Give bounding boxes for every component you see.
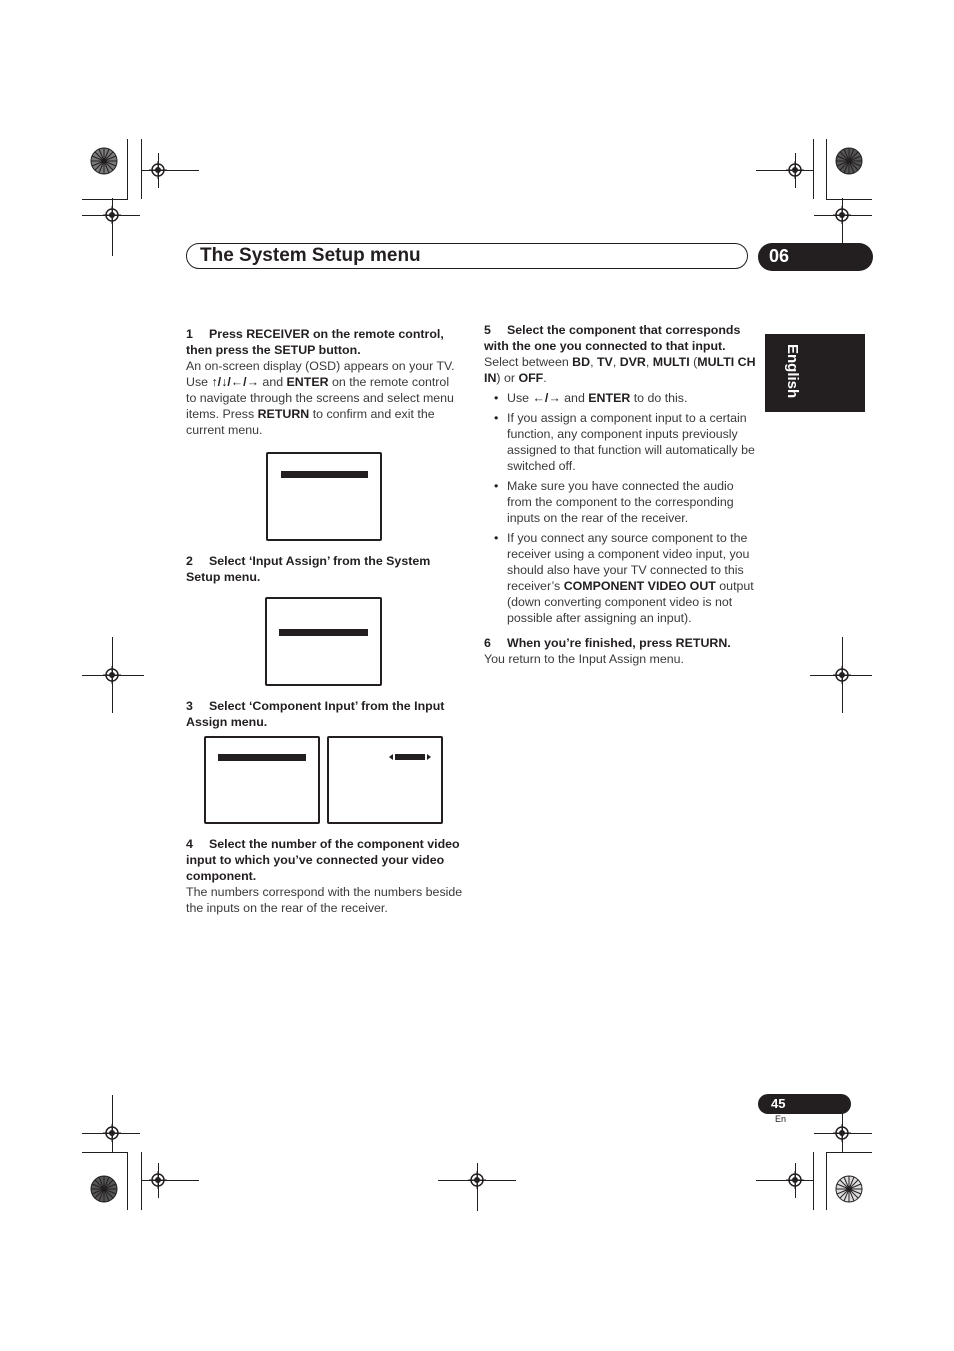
registration-target-icon (786, 1171, 804, 1189)
return-key-label: RETURN (257, 407, 310, 421)
step-2-heading (186, 553, 461, 585)
osd-highlight-bar (279, 629, 368, 636)
list-item: • If you assign a component input to a certain function, any component inputs previously assigned to that function will automatically be switched off. (484, 410, 756, 474)
step-heading-text: Select ‘Component Input’ from the Input Assign menu. (186, 699, 445, 729)
step-4-heading (186, 836, 466, 884)
left-column (186, 326, 461, 438)
page-language-code: En (775, 1114, 787, 1124)
registration-target-icon (103, 1124, 121, 1142)
registration-target-icon (103, 206, 121, 224)
step-1-heading (186, 326, 461, 358)
starburst-icon (835, 1175, 863, 1203)
registration-target-icon (103, 666, 121, 684)
list-item: • If you connect any source component to the receiver using a component video input, you should also have your TV connected to this receiver’s COMPONENT VIDEO OUT output (down converting component video is not possible after assigning an input). (484, 530, 756, 626)
step-number: 1 (186, 327, 193, 341)
registration-target-icon (468, 1171, 486, 1189)
step-heading-text: When you’re finished, press RETURN. (507, 636, 731, 650)
osd-selector-arrows-icon (389, 752, 433, 762)
step-6-body: You return to the Input Assign menu. (484, 652, 684, 666)
list-item: • Use ←/→ and ENTER to do this. (484, 390, 756, 406)
language-tab-label: English (784, 344, 801, 399)
registration-target-icon (149, 161, 167, 179)
step-4 (186, 836, 466, 916)
osd-screen-system-setup (266, 452, 382, 541)
step-heading-text: Select the component that corresponds with the one you connected to that input. (484, 323, 741, 353)
step-heading-text: Select ‘Input Assign’ from the System Setup menu. (186, 554, 431, 584)
step-heading-text: Press RECEIVER on the remote control, then press the SETUP button. (186, 327, 444, 357)
osd-screen-component-input (204, 736, 320, 824)
arrow-keys-label: ↑/↓/←/→ (211, 375, 259, 389)
osd-screen-input-assign (265, 597, 382, 686)
osd-highlight-bar (218, 754, 306, 761)
step-number: 3 (186, 699, 193, 713)
step-number: 6 (484, 636, 491, 650)
step-number: 4 (186, 837, 193, 851)
step-4-body: The numbers correspond with the numbers beside the inputs on the rear of the receiver. (186, 885, 463, 915)
step-1-body: An on-screen display (OSD) appears on your TV. Use ↑/↓/←/→ and ENTER on the remote control to navigate through the screens and select menu items. Press RETURN to confirm and exit the current menu. (186, 359, 455, 437)
list-item: • Make sure you have connected the audio from the component to the corresponding inputs on the rear of the receiver. (484, 478, 756, 526)
step-heading-text: Select the number of the component video input to which you’ve connected your video component. (186, 837, 460, 883)
registration-target-icon (149, 1171, 167, 1189)
step-2 (186, 553, 461, 585)
step-3 (186, 698, 461, 730)
step-3-heading (186, 698, 461, 730)
enter-key-label: ENTER (286, 375, 329, 389)
page-title: The System Setup menu (200, 245, 421, 266)
step-number: 5 (484, 323, 491, 337)
arrow-keys-label: ←/→ (532, 391, 561, 405)
starburst-icon (90, 1175, 118, 1203)
step-5-options: Select between BD, TV, DVR, MULTI (MULTI CH IN) or OFF. (484, 355, 756, 385)
right-column (484, 322, 756, 667)
step-5-bullets (484, 390, 756, 626)
step-number: 2 (186, 554, 193, 568)
language-tab (765, 334, 865, 412)
registration-target-icon (833, 1124, 851, 1142)
starburst-icon (90, 147, 118, 175)
starburst-icon (835, 147, 863, 175)
page-number: 45 (771, 1096, 786, 1111)
registration-target-icon (833, 666, 851, 684)
registration-target-icon (833, 206, 851, 224)
osd-screen-component-select (327, 736, 443, 824)
registration-target-icon (786, 161, 804, 179)
step-6-heading (484, 635, 756, 651)
enter-key-label: ENTER (588, 391, 631, 405)
osd-highlight-bar (281, 471, 368, 478)
step-5-heading (484, 322, 756, 354)
chapter-number: 06 (769, 246, 790, 266)
